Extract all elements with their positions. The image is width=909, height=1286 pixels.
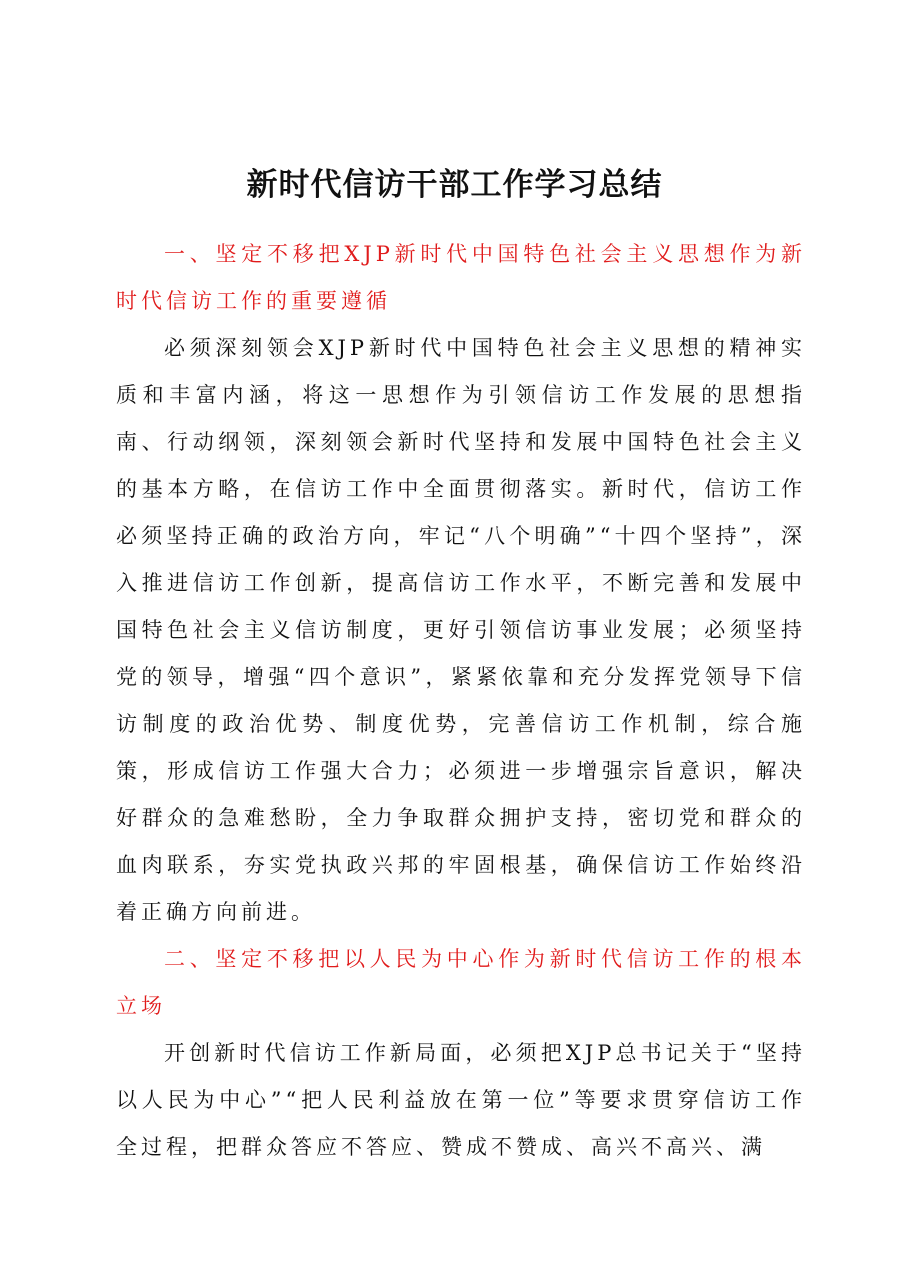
section-1-paragraph: 必须深刻领会XJP新时代中国特色社会主义思想的精神实质和丰富内涵，将这一思想作为引领信访工作发展的思想指南、行动纲领，深刻领会新时代坚持和发展中国特色社会主义的基本方略，在信访工作中全面贯彻落实。新时代，信访工作必须坚持正确的政治方向，牢记“八个明确”“十四个坚持”，深入推进信访工作创新，提高信访工作水平，不断完善和发展中国特色社会主义信访制度，更好引领信访事业发展；必须坚持党的领导，增强“四个意识”，紧紧依靠和充分发挥党领导下信访制度的政治优势、制度优势，完善信访工作机制，综合施策，形成信访工作强大合力；必须进一步增强宗旨意识，解决好群众的急难愁盼，全力争取群众拥护支持，密切党和群众的血肉联系，夯实党执政兴邦的牢固根基，确保信访工作始终沿着正确方向前进。 — [116, 336, 806, 924]
document-body — [116, 231, 806, 1171]
section-1-heading: 一、坚定不移把XJP新时代中国特色社会主义思想作为新时代信访工作的重要遵循 — [116, 242, 806, 313]
section-2-heading: 二、坚定不移把以人民为中心作为新时代信访工作的根本立场 — [116, 947, 806, 1018]
section-2-paragraph: 开创新时代信访工作新局面，必须把XJP总书记关于“坚持以人民为中心”“把人民利益放在第一位”等要求贯穿信访工作全过程，把群众答应不答应、赞成不赞成、高兴不高兴、满 — [116, 1041, 806, 1159]
document-title: 新时代信访干部工作学习总结 — [246, 167, 663, 203]
